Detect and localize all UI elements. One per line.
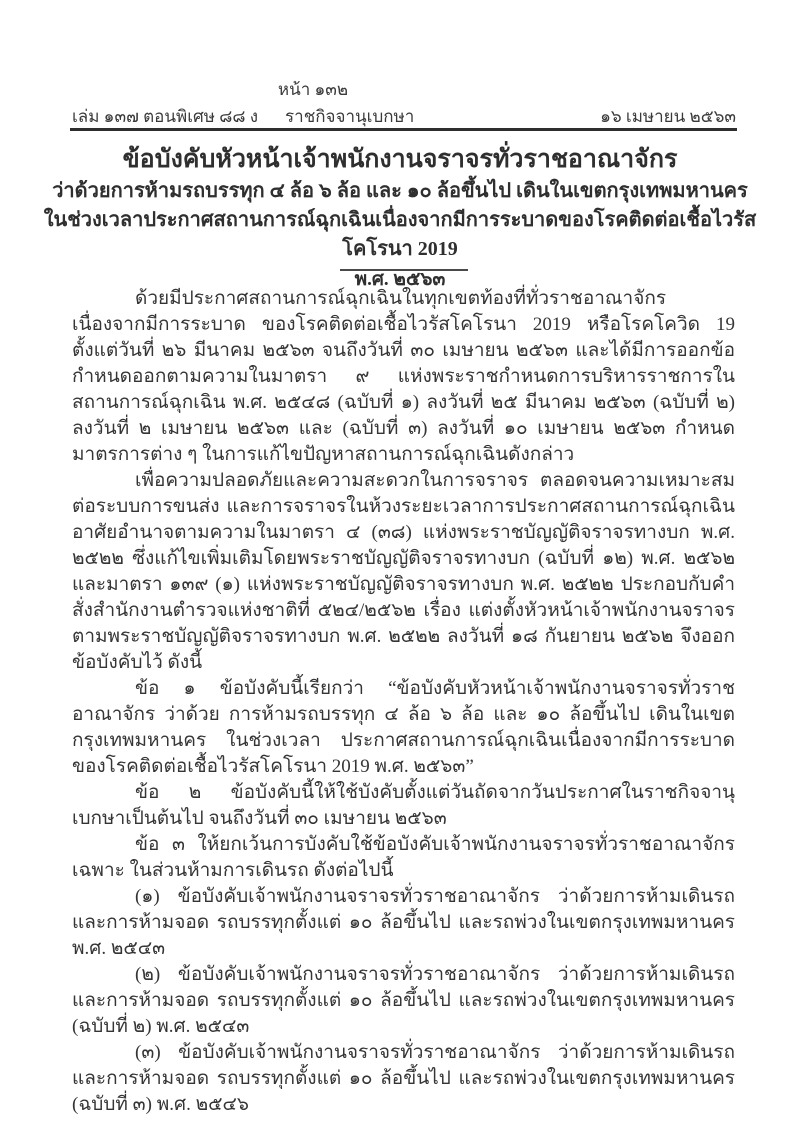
title-line-1: ข้อบังคับหัวหน้าเจ้าพนักงานจราจรทั่วราชอาณาจักร: [122, 146, 678, 173]
masthead-rule: [70, 128, 737, 131]
masthead-date: ๑๖ เมษายน ๒๕๖๓: [600, 107, 736, 126]
document-title: [40, 143, 760, 294]
masthead: [72, 103, 736, 130]
page-number-label: หน้า ๑๓๒: [277, 80, 349, 99]
paragraph-clause-2: ข้อ ๒ ข้อบังคับนี้ให้ใช้บังคับตั้งแต่วันถัดจากวันประกาศในราชกิจจานุเบกษาเป็นต้นไป จนถึงวันที่ ๓๐ เมษายน ๒๕๖๓: [72, 782, 735, 829]
title-line-4: พ.ศ. ๒๕๖๓: [354, 269, 446, 290]
title-line-2: ว่าด้วยการห้ามรถบรรทุก ๔ ล้อ ๖ ล้อ และ ๑๐ ล้อขึ้นไป เดินในเขตกรุงเทพมหานคร: [52, 180, 748, 202]
paragraph-subitem-3: (๓) ข้อบังคับเจ้าพนักงานจราจรทั่วราชอาณาจักร ว่าด้วยการห้ามเดินรถ และการห้ามจอด รถบรรทุกตั้งแต่ ๑๐ ล้อขึ้นไป และรถพ่วงในเขตกรุงเทพมหานคร (ฉบับที่ ๓) พ.ศ. ๒๕๔๖: [72, 1042, 735, 1115]
document-body: [72, 286, 735, 1118]
title-divider-rule: [340, 269, 468, 271]
paragraph-clause-1: ข้อ ๑ ข้อบังคับนี้เรียกว่า “ข้อบังคับหัวหน้าเจ้าพนักงานจราจรทั่วราชอาณาจักร ว่าด้วย การห้ามรถบรรทุก ๔ ล้อ ๖ ล้อ และ ๑๐ ล้อขึ้นไป เดินในเขตกรุงเทพมหานคร ในช่วงเวลา ประกาศสถานการณ์ฉุกเฉินเนื่องจากมีการระบาดของโรคติดต่อเชื้อไวรัสโคโรนา 2019 พ.ศ. ๒๕๖๓”: [72, 678, 735, 777]
paragraph-subitem-1: (๑) ข้อบังคับเจ้าพนักงานจราจรทั่วราชอาณาจักร ว่าด้วยการห้ามเดินรถ และการห้ามจอด รถบรรทุกตั้งแต่ ๑๐ ล้อขึ้นไป และรถพ่วงในเขตกรุงเทพมหานคร พ.ศ. ๒๕๔๓: [72, 886, 735, 959]
paragraph-preamble-2: เพื่อความปลอดภัยและความสะดวกในการจราจร ตลอดจนความเหมาะสมต่อระบบการขนส่ง และการจราจรในห้วงระยะเวลาการประกาศสถานการณ์ฉุกเฉิน อาศัยอำนาจตามความในมาตรา ๔ (๓๘) แห่งพระราชบัญญัติจราจรทางบก พ.ศ. ๒๕๒๒ ซึ่งแก้ไขเพิ่มเติมโดยพระราชบัญญัติจราจรทางบก (ฉบับที่ ๑๒) พ.ศ. ๒๕๖๒ และมาตรา ๑๓๙ (๑) แห่งพระราชบัญญัติจราจรทางบก พ.ศ. ๒๕๒๒ ประกอบกับคำสั่งสำนักงานตำรวจแห่งชาติที่ ๕๒๔/๒๕๖๒ เรื่อง แต่งตั้งหัวหน้าเจ้าพนักงานจราจร ตามพระราชบัญญัติจราจรทางบก พ.ศ. ๒๕๒๒ ลงวันที่ ๑๘ กันยายน ๒๕๖๒ จึงออกข้อบังคับไว้ ดังนี้: [72, 470, 735, 673]
masthead-volume: เล่ม ๑๓๗ ตอนพิเศษ ๘๘ ง: [72, 107, 259, 126]
masthead-gazette-name: ราชกิจจานุเบกษา: [285, 107, 415, 126]
paragraph-preamble-1: ด้วยมีประกาศสถานการณ์ฉุกเฉินในทุกเขตท้องที่ทั่วราชอาณาจักร เนื่องจากมีการระบาด ของโรคติดต่อเชื้อไวรัสโคโรนา 2019 หรือโรคโควิด 19 ตั้งแต่วันที่ ๒๖ มีนาคม ๒๕๖๓ จนถึงวันที่ ๓๐ เมษายน ๒๕๖๓ และได้มีการออกข้อกำหนดออกตามความในมาตรา ๙ แห่งพระราชกำหนดการบริหารราชการในสถานการณ์ฉุกเฉิน พ.ศ. ๒๕๔๘ (ฉบับที่ ๑) ลงวันที่ ๒๕ มีนาคม ๒๕๖๓ (ฉบับที่ ๒) ลงวันที่ ๒ เมษายน ๒๕๖๓ และ (ฉบับที่ ๓) ลงวันที่ ๑๐ เมษายน ๒๕๖๓ กำหนดมาตรการต่าง ๆ ในการแก้ไขปัญหาสถานการณ์ฉุกเฉินดังกล่าว: [72, 288, 735, 465]
paragraph-subitem-2: (๒) ข้อบังคับเจ้าพนักงานจราจรทั่วราชอาณาจักร ว่าด้วยการห้ามเดินรถ และการห้ามจอด รถบรรทุกตั้งแต่ ๑๐ ล้อขึ้นไป และรถพ่วงในเขตกรุงเทพมหานคร (ฉบับที่ ๒) พ.ศ. ๒๕๔๓: [72, 964, 735, 1037]
paragraph-clause-3: ข้อ ๓ ให้ยกเว้นการบังคับใช้ข้อบังคับเจ้าพนักงานจราจรทั่วราชอาณาจักร เฉพาะ ในส่วนห้ามการเดินรถ ดังต่อไปนี้: [72, 834, 735, 881]
title-line-3: ในช่วงเวลาประกาศสถานการณ์ฉุกเฉินเนื่องจากมีการระบาดของโรคติดต่อเชื้อไวรัสโคโรนา 2019: [43, 209, 757, 260]
